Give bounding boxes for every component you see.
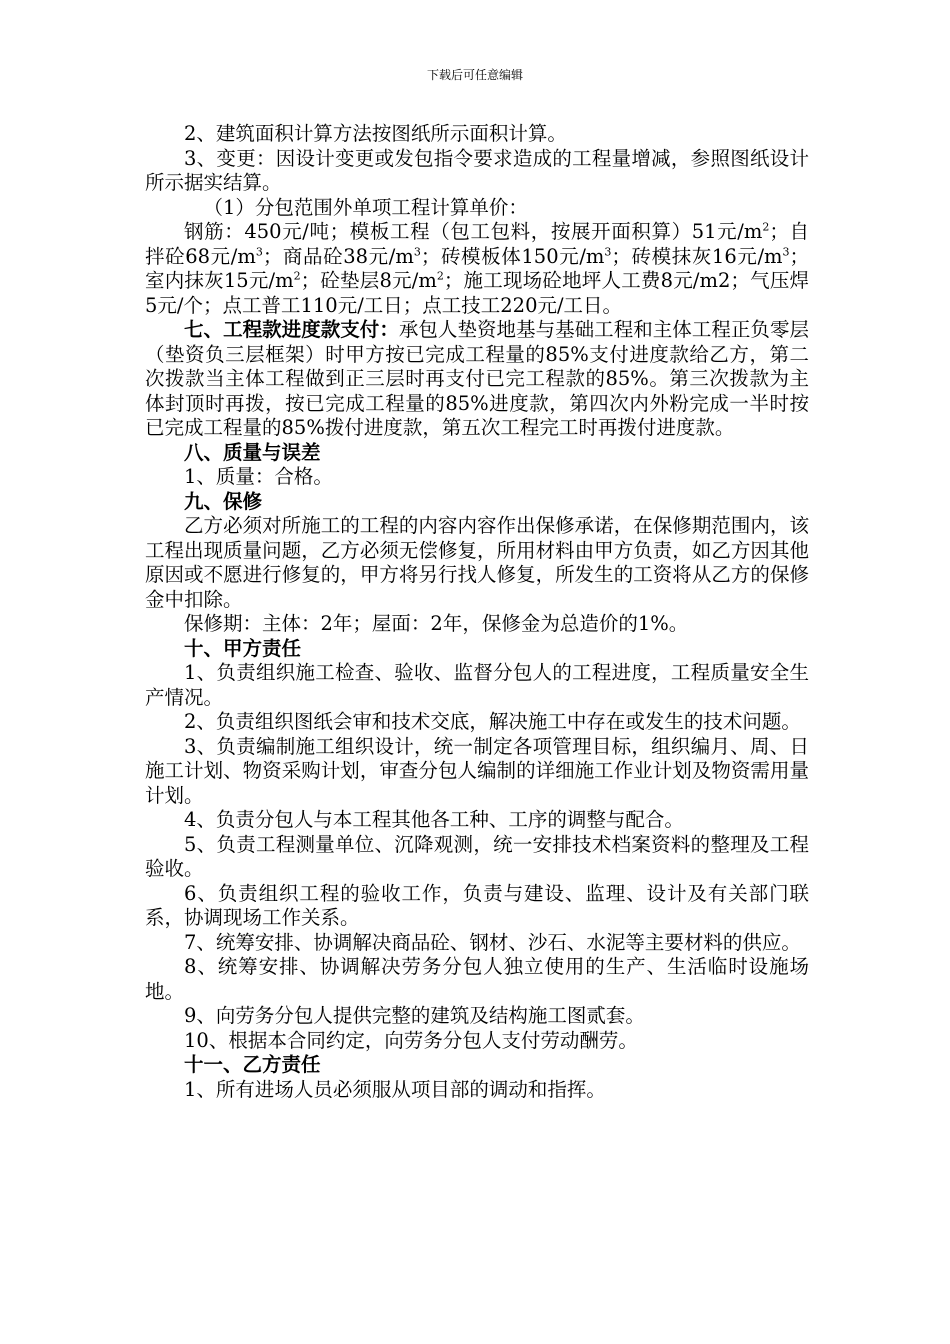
section-heading: 十、甲方责任 [184,636,302,660]
paragraph: 3、变更：因设计变更或发包指令要求造成的工程量增减，参照图纸设计所示据实结算。 [145,146,809,194]
paragraph: 乙方必须对所施工的工程的内容内容作出保修承诺，在保修期范围内，该工程出现质量问题，乙方必须无偿修复，所用材料由甲方负责，如乙方因其他原因或不愿进行修复的，甲方将另行找人修复，所发生的工资将从乙方的保修金中扣除。 [145,514,809,611]
paragraph: 7、统筹安排、协调解决商品砼、钢材、沙石、水泥等主要材料的供应。 [184,930,801,954]
paragraph: 5、负责工程测量单位、沉降观测，统一安排技术档案资料的整理及工程验收。 [145,832,809,880]
paragraph: 10、根据本合同约定，向劳务分包人支付劳动酬劳。 [184,1028,638,1052]
paragraph: 2、建筑面积计算方法按图纸所示面积计算。 [184,122,567,145]
section-heading: 七、工程款进度款支付： [184,318,399,341]
paragraph: 9、向劳务分包人提供完整的建筑及结构施工图贰套。 [184,1004,645,1027]
paragraph: 6、负责组织工程的验收工作，负责与建设、监理、设计及有关部门联系，协调现场工作关系。 [145,881,809,929]
superscript: 2 [762,220,770,234]
text-run: ；室内抹灰15元/m [145,244,810,292]
paragraph: 保修期：主体：2年；屋面：2年，保修金为总造价的1%。 [184,612,689,635]
text-run: 承包人垫资地基与基础工程和主体工程正负零层（垫资负三层框架）时甲方按已完成工程量的85%支付进度款给乙方，第二次拨款当主体工程做到正三层时再支付已完工程款的85%。第三次拨款为主体封顶时再拨，按已完成工程量的85%进度款，第四次内外粉完成一半时按已完成工程量的85%拨付进度款，第五次工程完工时再拨付进度款。 [145,318,809,439]
paragraph: 8、统筹安排、协调解决劳务分包人独立使用的生产、生活临时设施场地。 [145,955,809,1003]
superscript: 3 [255,245,263,258]
text-run: ；砖模抹灰16元/m [611,244,783,268]
text-run: ；自拌砼68元/m [145,220,809,268]
paragraph: 3、负责编制施工组织设计，统一制定各项管理目标，组织编月、周、日施工计划、物资采购计划，审查分包人编制的详细施工作业计划及物资需用量计划。 [145,734,809,807]
page-header: 下载后可任意编辑 [426,68,523,82]
paragraph: 2、负责组织图纸会审和技术交底，解决施工中存在或发生的技术问题。 [184,710,801,733]
paragraph: 4、负责分包人与本工程其他各工种、工序的调整与配合。 [184,808,684,831]
superscript: 2 [293,269,301,283]
superscript: 2 [436,269,444,283]
payment-paragraph [145,318,809,441]
document-body [145,122,809,1102]
paragraph: 1、质量：合格。 [184,465,333,488]
text-run: ；商品砼38元/m [262,244,414,268]
section-heading: 八、质量与误差 [184,440,321,464]
text-run: 钢筋：450元/吨；模板工程（包工包料，按展开面积算）51元/m [184,220,763,243]
superscript: 3 [413,245,421,258]
superscript: 3 [782,245,790,258]
text-run: ；砼垫层8元/m [300,269,437,292]
paragraph: 1、负责组织施工检查、验收、监督分包人的工程进度，工程质量安全生产情况。 [145,661,809,709]
text-run: ；施工现场砼地坪人工费8元/m2；气压焊5元/个；点工普工110元/工日；点工技工220元/工日。 [145,269,810,317]
unit-price-paragraph [145,220,809,318]
paragraph: 1、所有进场人员必须服从项目部的调动和指挥。 [184,1077,606,1101]
text-run: ；砖模板体150元/m [420,244,605,268]
section-heading: 十一、乙方责任 [184,1053,321,1076]
paragraph: （1）分包范围外单项工程计算单价： [203,195,528,219]
section-heading: 九、保修 [184,489,263,513]
superscript: 3 [604,245,612,258]
